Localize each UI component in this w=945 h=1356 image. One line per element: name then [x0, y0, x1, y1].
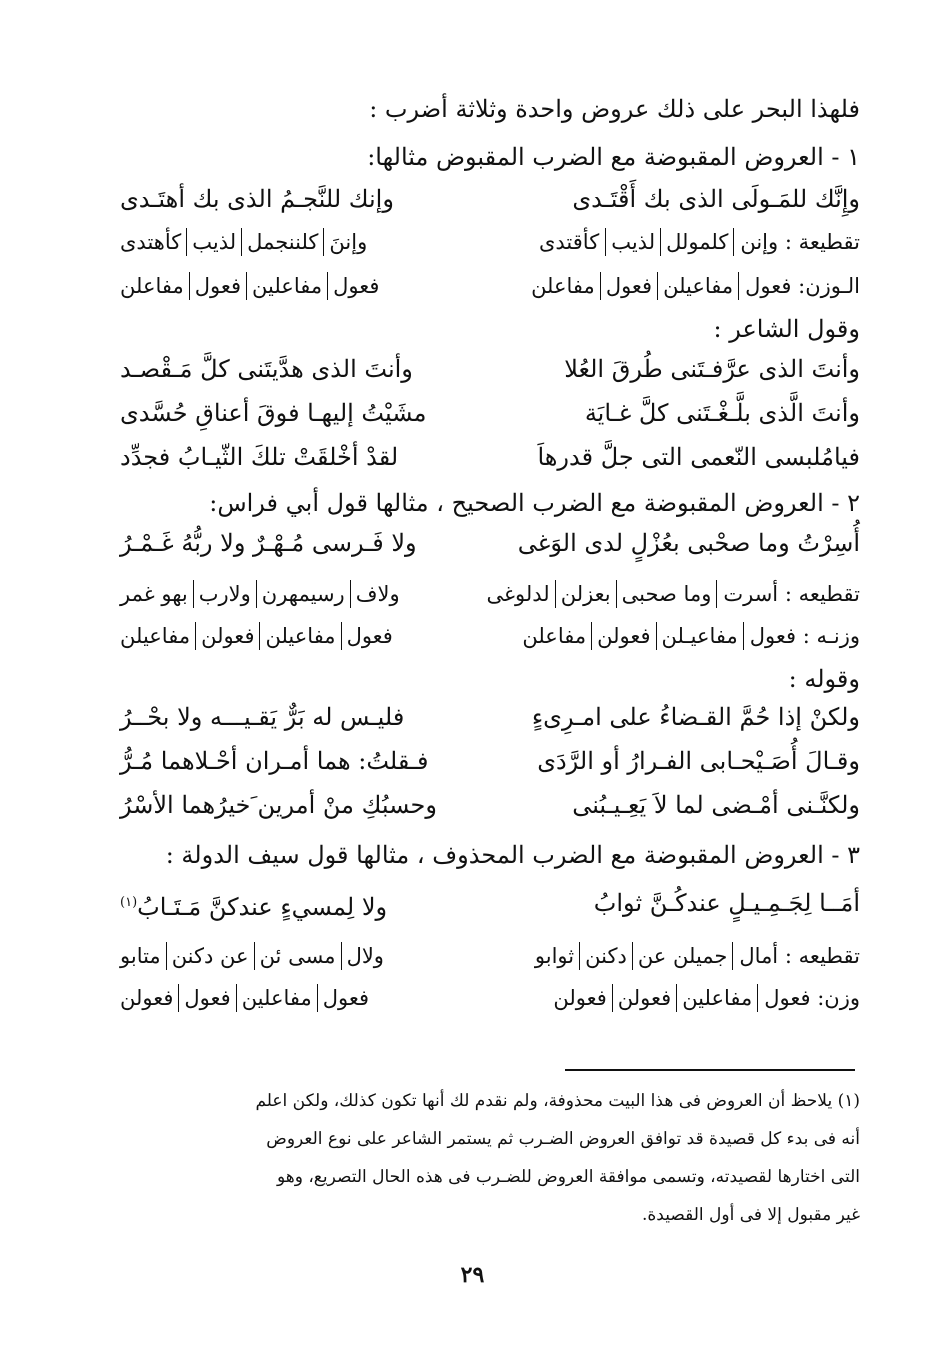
poem-verse-first: وأنتَ الذى عرَّفـتَنى طُرقَ العُلا [564, 355, 860, 383]
footnote-line: أنه فى بدء كل قصيدة قد توافق العروض الضـرب ثم يستمر الشاعر على نوع العروض [266, 1129, 860, 1149]
page-number: ٢٩ [460, 1262, 485, 1288]
taqtia-cell: وما صحبى [616, 580, 718, 608]
wazn-cell: مفاعلن [531, 274, 595, 298]
taqtia-cell: كلمولل [660, 228, 734, 256]
section2-verse-first-hemistich: أُسِرْتُ وما صحْبى بعُزْلٍ لدى الوَغى [517, 529, 860, 557]
taqtia-cell: جميلن عن [632, 942, 734, 970]
poem-verse-first: وقـالَ أُصَـيْحـابى الفـرارُ أو الرَّدَى [537, 747, 860, 775]
taqtia-label: تقطيعه : أمال [739, 944, 860, 968]
wazn-cell: مفاعيلن [259, 622, 340, 650]
wazn-cell: فعول [341, 622, 398, 650]
section1-verse-second-hemistich: وإنك للنَّجـمُ الذى بك أهتَـدى [120, 185, 394, 213]
taqtia-cell: لذيب [186, 228, 241, 256]
wazn-cell: فعولن [591, 622, 655, 650]
wazn-cell: مفاعيلن [120, 624, 191, 648]
wazn-cell: فعولن [195, 622, 259, 650]
poem-verse-first: فيامُلبسى النّعمى التى جلَّ قدرهاَ [537, 443, 860, 471]
section2-wazn-row [115, 616, 860, 656]
wazn-label: وزن: فعول [764, 986, 860, 1010]
section3-taqtia-row [115, 936, 860, 976]
section1-verse-first-hemistich: وإِنَّك للمَـولَى الذى بك أَقْتَـدى [572, 185, 860, 213]
section1-poet-intro: وقول الشاعر : [713, 315, 860, 343]
poem-verse-second: وأنتَ الذى هدَّيتَنى كلَّ مَـقْصـد [120, 355, 413, 383]
verse-text: ولا لِمسيءٍ عندكنَّ مَـتَـابُ [137, 893, 388, 921]
taqtia-cell: مسى ئن [254, 942, 341, 970]
wazn-cell: فعول [327, 272, 384, 300]
wazn-cell: مفاعيـلن [656, 622, 744, 650]
section2-poet-intro: وقوله : [788, 665, 860, 693]
intro-line: فلهذا البحر على ذلك عروض واحدة وثلاثة أضرب : [369, 95, 860, 123]
poem-verse-first: ولكنْ إذا حُمَّ القـضاءُ على امـرِىءٍ [531, 703, 860, 731]
section3-verse-second-hemistich [120, 888, 470, 922]
wazn-cell: مفاعلين [246, 272, 327, 300]
wazn-label: الـوزن: فعول [745, 274, 860, 298]
taqtia-cell: دكنن [579, 942, 632, 970]
section1-heading: ١ - العروض المقبوضة مع الضرب المقبوض مثالها: [367, 143, 860, 171]
wazn-label: وزنـه : فعول [749, 624, 860, 648]
taqtia-cell: بعزلن [555, 580, 616, 608]
taqtia-cell: بهو غمر [120, 582, 188, 606]
taqtia-label: تقطيعه : أسرت [723, 582, 860, 606]
wazn-cell: فعولن [612, 984, 676, 1012]
wazn-cell: مفاعلين [236, 984, 317, 1012]
poem-verse-second: وحسبُكِ منْ أمرين َخيرُهما الأسْرُ [120, 791, 437, 819]
taqtia-cell: ثوابو [534, 944, 575, 968]
wazn-cell: فعول [600, 272, 657, 300]
taqtia-cell: ولاف [350, 580, 405, 608]
wazn-cell: فعولن [120, 986, 174, 1010]
footnote-marker: (١) [120, 895, 138, 910]
taqtia-cell: متابو [120, 944, 161, 968]
taqtia-label: تقطيعة : وإنن [740, 230, 860, 254]
footnote-line: (١) يلاحظ أن العروض فى هذا البيت محذوفة، ولم نقدم لك أنها تكون كذلك، ولكن اعلم [255, 1091, 860, 1111]
poem-verse-second: لقدْ أخْلقَتْ تلكَ الثّيـابُ فجدِّد [120, 443, 399, 471]
wazn-cell: فعول [189, 272, 246, 300]
footnote-line: غير مقبول إلا فى أول القصيدة. [642, 1205, 860, 1225]
wazn-cell: فعول [178, 984, 235, 1012]
footnote-separator [565, 1069, 855, 1071]
footnote-line: التى اختارها لقصيدته، وتسمى موافقة العروض للضـرب فى هذه الحال التصريع، وهو [276, 1167, 860, 1187]
section2-taqtia-row [115, 574, 860, 614]
section2-verse-second-hemistich: ولا فَـرسى مُـهْـرٌ ولا ربُّهُ غَـمْـرُ [120, 529, 417, 557]
section3-wazn-row [115, 978, 860, 1018]
poem-verse-first: ولكنَّـنى أمْـضى لما لاَ يَعِـيـبُنى [572, 791, 860, 819]
wazn-cell: مفاعيلن [657, 272, 739, 300]
taqtia-cell: لدلوغى [486, 582, 550, 606]
wazn-cell: مفاعلن [522, 624, 587, 648]
taqtia-cell: كلننجمل [241, 228, 323, 256]
wazn-cell: فعولن [553, 986, 607, 1010]
section3-verse-first-hemistich: أمَــا لِجَـمِـيـلٍ عندكُـنَّ ثوابُ [593, 889, 860, 917]
wazn-cell: مفاعلين [676, 984, 758, 1012]
taqtia-cell: كأهتدى [120, 230, 182, 254]
taqtia-cell: كأقتدى [538, 230, 600, 254]
poem-verse-second: فليـس له بَرٌّ يَقـيـــه ولا بحْــرُ [120, 703, 405, 731]
taqtia-cell: وإننَ [323, 228, 372, 256]
taqtia-cell: ولال [341, 942, 389, 970]
poem-verse-second: مشَيْتُ إليهـا فوقَ أعناقِ حُسَّدى [120, 399, 427, 427]
section2-heading: ٢ - العروض المقبوضة مع الضرب الصحيح ، مثالها قول أبي فراس: [209, 489, 860, 517]
taqtia-cell: عن دكنن [166, 942, 254, 970]
section1-taqtia-row [115, 222, 860, 262]
taqtia-cell: لذيب [605, 228, 660, 256]
poem-verse-first: وأنتَ الَّذى بلَّـغْـتَنى كلَّ غـايَة [584, 399, 860, 427]
wazn-cell: مفاعلن [120, 274, 184, 298]
wazn-cell: فعول [317, 984, 374, 1012]
taqtia-cell: رسيمهرن [256, 580, 350, 608]
section3-heading: ٣ - العروض المقبوضة مع الضرب المحذوف ، مثالها قول سيف الدولة : [165, 841, 860, 869]
poem-verse-second: فـقلتُ: هما أمـران أحْـلاهما مُـرُّ [120, 747, 429, 775]
taqtia-cell: ولارب [193, 580, 256, 608]
section1-wazn-row [115, 266, 860, 306]
